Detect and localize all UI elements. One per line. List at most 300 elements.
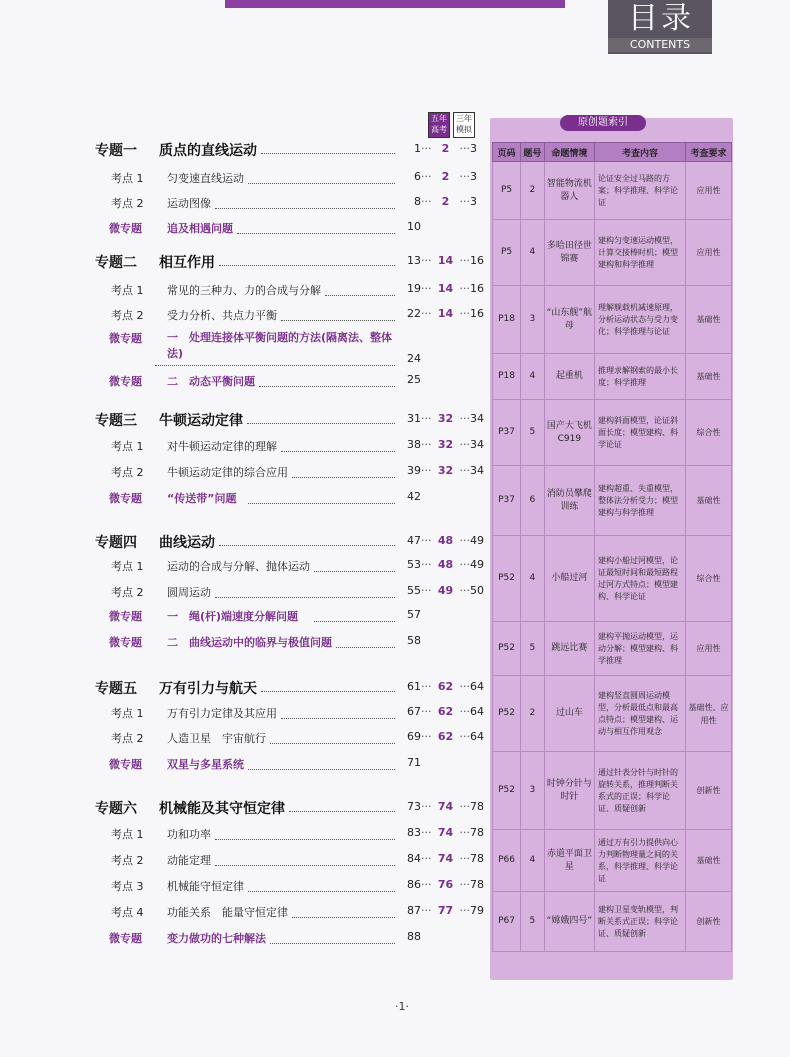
toc-page-answer: 16 <box>470 307 484 320</box>
toc-page-answer: 16 <box>470 282 484 295</box>
toc-page-separator: ··· <box>421 904 432 917</box>
toc-leader-dots <box>219 545 395 546</box>
toc-micro-label: 微专题 <box>109 375 142 388</box>
index-cell: 小船过河 <box>544 536 594 622</box>
table-of-contents <box>95 130 485 985</box>
toc-topic-row[interactable] <box>95 532 215 552</box>
toc-micro-title: 变力做功的七种解法 <box>167 932 266 945</box>
toc-topic-title: 相互作用 <box>159 255 215 271</box>
index-header-cell: 题号 <box>521 143 545 162</box>
toc-page-five-year: 10 <box>407 220 421 233</box>
toc-point-title: 运动图像 <box>167 197 211 210</box>
toc-page-numbers <box>395 680 490 693</box>
toc-page-separator: ··· <box>421 852 432 865</box>
toc-page-five-year: 55 <box>407 584 421 597</box>
toc-micro-row[interactable] <box>95 330 397 362</box>
index-cell: 时钟分针与时针 <box>544 752 594 830</box>
toc-point-row[interactable] <box>95 826 211 842</box>
toc-point-label: 考点 1 <box>111 440 144 453</box>
index-cell: P52 <box>493 752 521 830</box>
toc-page-separator: ··· <box>421 438 432 451</box>
index-cell: 跳远比赛 <box>544 622 594 676</box>
toc-micro-label: 微专题 <box>109 636 142 649</box>
index-cell: P52 <box>493 622 521 676</box>
index-cell: 建构卫星变轨模型，判断关系式正误；科学论证、质疑创新 <box>594 892 685 952</box>
toc-page-numbers <box>395 756 421 769</box>
toc-page-separator: ··· <box>459 680 470 693</box>
toc-micro-row[interactable] <box>95 490 236 506</box>
toc-micro-label: 微专题 <box>109 932 142 945</box>
toc-micro-label: 微专题 <box>109 332 142 345</box>
toc-page-three-year: 14 <box>437 307 454 320</box>
toc-page-numbers <box>395 904 490 917</box>
index-row <box>493 286 732 354</box>
toc-page-answer: 78 <box>470 852 484 865</box>
toc-point-title: 对牛顿运动定律的理解 <box>167 440 277 453</box>
index-row <box>493 400 732 466</box>
index-cell: 基础性、应用性 <box>686 676 732 752</box>
toc-page-three-year: 2 <box>441 170 450 183</box>
index-cell: P52 <box>493 676 521 752</box>
toc-page-separator: ··· <box>421 680 432 693</box>
toc-page-separator: ··· <box>459 282 470 295</box>
toc-page-three-year: 62 <box>437 680 454 693</box>
toc-page-five-year: 8 <box>414 195 421 208</box>
toc-page-five-year: 53 <box>407 558 421 571</box>
toc-page-separator: ··· <box>459 558 470 571</box>
toc-point-label: 考点 1 <box>111 284 144 297</box>
toc-page-answer: 78 <box>470 878 484 891</box>
toc-page-three-year: 77 <box>437 904 454 917</box>
toc-page-answer: 3 <box>470 170 477 183</box>
toc-page-separator: ··· <box>421 558 432 571</box>
toc-micro-title: 一 处理连接体平衡问题的方法(隔离法、整体法) <box>167 331 393 360</box>
toc-page-answer: 78 <box>470 800 484 813</box>
toc-page-separator: ··· <box>459 584 470 597</box>
index-cell: P52 <box>493 536 521 622</box>
index-cell: P37 <box>493 466 521 536</box>
toc-point-row[interactable] <box>95 558 310 574</box>
page-subtitle: CONTENTS <box>608 38 712 52</box>
toc-page-answer: 34 <box>470 464 484 477</box>
toc-page-numbers <box>395 705 490 718</box>
toc-point-title: 圆周运动 <box>167 586 211 599</box>
toc-page-separator: ··· <box>459 142 470 155</box>
index-cell: 建构超重、失重模型，整体法分析受力；模型建构与科学推理 <box>594 466 685 536</box>
toc-point-row[interactable] <box>95 195 211 211</box>
toc-page-numbers <box>395 307 490 320</box>
toc-page-three-year: 74 <box>437 826 454 839</box>
index-cell: 多哈田径世锦赛 <box>544 220 594 286</box>
toc-page-numbers <box>395 220 421 233</box>
toc-micro-title: 追及相遇问题 <box>167 222 233 235</box>
toc-page-answer: 50 <box>470 584 484 597</box>
toc-leader-dots <box>325 295 395 296</box>
toc-page-separator: ··· <box>459 307 470 320</box>
index-cell: 4 <box>521 354 545 400</box>
toc-leader-dots <box>155 365 395 366</box>
toc-page-three-year: 14 <box>437 254 454 267</box>
toc-topic-label: 专题五 <box>95 681 137 697</box>
toc-page-answer: 64 <box>470 705 484 718</box>
toc-leader-dots <box>281 451 395 452</box>
toc-point-label: 考点 2 <box>111 197 144 210</box>
toc-micro-title: 二 曲线运动中的临界与极值问题 <box>167 636 332 649</box>
toc-page-answer: 34 <box>470 438 484 451</box>
toc-leader-dots <box>219 265 395 266</box>
toc-leader-dots <box>215 839 395 840</box>
toc-leader-dots <box>248 183 395 184</box>
toc-point-label: 考点 2 <box>111 586 144 599</box>
toc-point-row[interactable] <box>95 282 321 298</box>
toc-point-row[interactable] <box>95 307 277 323</box>
toc-topic-title: 万有引力与航天 <box>159 681 257 697</box>
toc-page-numbers <box>395 195 490 208</box>
index-cell: P66 <box>493 830 521 892</box>
toc-page-numbers <box>395 584 490 597</box>
index-cell: P5 <box>493 162 521 220</box>
index-cell: 通过万有引力提供向心力判断物理量之间的关系，科学推理、科学论证 <box>594 830 685 892</box>
toc-page-separator: ··· <box>459 412 470 425</box>
toc-page-numbers <box>395 412 490 425</box>
toc-page-numbers <box>395 800 490 813</box>
toc-page-five-year: 38 <box>407 438 421 451</box>
toc-point-label: 考点 1 <box>111 172 144 185</box>
toc-page-numbers <box>395 534 490 547</box>
toc-page-three-year: 74 <box>437 852 454 865</box>
toc-page-separator: ··· <box>421 878 432 891</box>
toc-micro-label: 微专题 <box>109 492 142 505</box>
toc-point-row[interactable] <box>95 464 288 480</box>
toc-point-row[interactable] <box>95 438 277 454</box>
toc-page-five-year: 42 <box>407 490 421 503</box>
toc-page-numbers <box>395 608 421 621</box>
toc-point-title: 机械能守恒定律 <box>167 880 244 893</box>
toc-leader-dots <box>336 647 395 648</box>
toc-point-label: 考点 4 <box>111 906 144 919</box>
toc-micro-row[interactable] <box>95 930 266 946</box>
toc-micro-row[interactable] <box>95 220 233 236</box>
toc-page-separator: ··· <box>421 282 432 295</box>
toc-micro-row[interactable] <box>95 634 332 650</box>
toc-leader-dots <box>248 769 395 770</box>
toc-page-numbers <box>395 438 490 451</box>
index-row <box>493 892 732 952</box>
toc-page-answer: 34 <box>470 412 484 425</box>
toc-topic-label: 专题四 <box>95 535 137 551</box>
toc-page-separator: ··· <box>459 852 470 865</box>
toc-topic-row[interactable] <box>95 798 285 818</box>
toc-page-separator: ··· <box>421 464 432 477</box>
index-cell: P18 <box>493 354 521 400</box>
toc-leader-dots <box>289 811 395 812</box>
toc-page-three-year: 48 <box>437 558 454 571</box>
index-cell: 起重机 <box>544 354 594 400</box>
toc-page-three-year: 32 <box>437 438 454 451</box>
toc-page-numbers <box>395 878 490 891</box>
toc-page-separator: ··· <box>459 254 470 267</box>
index-cell: 4 <box>521 220 545 286</box>
page-number: ·1· <box>395 1000 409 1013</box>
toc-page-separator: ··· <box>459 800 470 813</box>
toc-point-row[interactable] <box>95 904 288 920</box>
index-cell: “山东舰”航母 <box>544 286 594 354</box>
toc-page-separator: ··· <box>421 142 432 155</box>
toc-page-three-year: 62 <box>437 730 454 743</box>
toc-page-answer: 3 <box>470 195 477 208</box>
toc-page-numbers <box>395 852 490 865</box>
index-cell: 应用性 <box>686 162 732 220</box>
toc-page-numbers <box>395 558 490 571</box>
toc-page-five-year: 73 <box>407 800 421 813</box>
index-row <box>493 354 732 400</box>
toc-leader-dots <box>281 718 395 719</box>
toc-page-separator: ··· <box>421 195 432 208</box>
toc-page-three-year: 48 <box>437 534 454 547</box>
toc-leader-dots <box>281 320 395 321</box>
index-cell: 4 <box>521 830 545 892</box>
toc-page-numbers <box>395 170 490 183</box>
toc-page-three-year: 14 <box>437 282 454 295</box>
toc-page-answer: 49 <box>470 558 484 571</box>
toc-leader-dots <box>237 233 395 234</box>
toc-point-label: 考点 1 <box>111 828 144 841</box>
index-cell: 基础性 <box>686 466 732 536</box>
toc-page-separator: ··· <box>459 438 470 451</box>
index-cell: 建构斜面模型，论证斜面长度；模型建构、科学论证 <box>594 400 685 466</box>
toc-page-numbers <box>395 142 490 155</box>
toc-leader-dots <box>248 891 395 892</box>
toc-leader-dots <box>292 477 395 478</box>
index-cell: 理解舰载机减速原理，分析运动状态与受力变化；科学推理与论证 <box>594 286 685 354</box>
toc-leader-dots <box>270 943 395 944</box>
toc-page-five-year: 83 <box>407 826 421 839</box>
index-cell: 5 <box>521 892 545 952</box>
toc-page-five-year: 31 <box>407 412 421 425</box>
toc-page-numbers <box>395 352 421 365</box>
badge-three-year: 三年模拟 <box>453 112 475 138</box>
toc-page-separator: ··· <box>421 254 432 267</box>
index-row <box>493 162 732 220</box>
index-cell: 2 <box>521 676 545 752</box>
toc-point-label: 考点 2 <box>111 466 144 479</box>
toc-topic-label: 专题六 <box>95 801 137 817</box>
toc-point-label: 考点 2 <box>111 309 144 322</box>
toc-page-separator: ··· <box>459 705 470 718</box>
toc-page-five-year: 19 <box>407 282 421 295</box>
index-cell: 建构匀变速运动模型，计算交接棒时机；模型建构和科学推理 <box>594 220 685 286</box>
toc-point-title: 常见的三种力、力的合成与分解 <box>167 284 321 297</box>
toc-page-separator: ··· <box>421 730 432 743</box>
index-cell: 创新性 <box>686 752 732 830</box>
index-row <box>493 622 732 676</box>
toc-page-answer: 3 <box>470 142 477 155</box>
toc-page-separator: ··· <box>459 826 470 839</box>
index-cell: 应用性 <box>686 220 732 286</box>
index-cell: 基础性 <box>686 286 732 354</box>
toc-page-numbers <box>395 373 421 386</box>
toc-page-separator: ··· <box>459 464 470 477</box>
toc-leader-dots <box>248 503 395 504</box>
toc-page-separator: ··· <box>459 195 470 208</box>
toc-point-row[interactable] <box>95 705 277 721</box>
toc-page-five-year: 86 <box>407 878 421 891</box>
toc-leader-dots <box>215 597 395 598</box>
index-cell: P18 <box>493 286 521 354</box>
index-row <box>493 220 732 286</box>
index-header-cell: 命题情境 <box>544 143 594 162</box>
toc-topic-row[interactable] <box>95 678 257 698</box>
index-header-cell: 考查要求 <box>686 143 732 162</box>
toc-topic-row[interactable] <box>95 140 257 160</box>
toc-page-answer: 16 <box>470 254 484 267</box>
toc-point-title: 受力分析、共点力平衡 <box>167 309 277 322</box>
toc-page-separator: ··· <box>459 170 470 183</box>
toc-topic-title: 牛顿运动定律 <box>159 413 243 429</box>
index-cell: 建构竖直圆周运动模型，分析最低点和最高点特点；模型建构、运动与相互作用观念 <box>594 676 685 752</box>
toc-page-separator: ··· <box>459 730 470 743</box>
index-cell: 消防员攀爬训练 <box>544 466 594 536</box>
toc-page-answer: 49 <box>470 534 484 547</box>
toc-point-label: 考点 2 <box>111 854 144 867</box>
toc-leader-dots <box>261 691 395 692</box>
toc-page-answer: 79 <box>470 904 484 917</box>
index-header-cell: 页码 <box>493 143 521 162</box>
toc-topic-title: 曲线运动 <box>159 535 215 551</box>
toc-page-numbers <box>395 464 490 477</box>
toc-micro-title: 双星与多星系统 <box>167 758 244 771</box>
toc-page-separator: ··· <box>421 412 432 425</box>
toc-page-three-year: 62 <box>437 705 454 718</box>
toc-leader-dots <box>215 865 395 866</box>
toc-micro-title: “传送带”问题 <box>167 492 237 505</box>
original-question-index-table <box>492 142 732 952</box>
toc-page-five-year: 84 <box>407 852 421 865</box>
toc-point-title: 功和功率 <box>167 828 211 841</box>
index-cell: 4 <box>521 536 545 622</box>
page-title: 目录 <box>628 1 694 36</box>
toc-page-three-year: 74 <box>437 800 454 813</box>
toc-page-five-year: 1 <box>414 142 421 155</box>
toc-page-separator: ··· <box>459 904 470 917</box>
toc-point-label: 考点 1 <box>111 707 144 720</box>
index-cell: 国产大飞机C919 <box>544 400 594 466</box>
badge-five-year: 五年高考 <box>428 112 450 138</box>
index-cell: 5 <box>521 622 545 676</box>
toc-page-separator: ··· <box>421 534 432 547</box>
toc-page-three-year: 32 <box>437 412 454 425</box>
index-row <box>493 676 732 752</box>
index-cell: 论证安全过马路的方案；科学推理、科学论证 <box>594 162 685 220</box>
toc-micro-label: 微专题 <box>109 222 142 235</box>
toc-page-separator: ··· <box>421 307 432 320</box>
toc-point-title: 匀变速直线运动 <box>167 172 244 185</box>
toc-page-five-year: 57 <box>407 608 421 621</box>
toc-micro-row[interactable] <box>95 373 255 389</box>
toc-topic-label: 专题一 <box>95 143 137 159</box>
toc-page-five-year: 71 <box>407 756 421 769</box>
toc-page-numbers <box>395 490 421 503</box>
toc-topic-label: 专题三 <box>95 413 137 429</box>
toc-page-three-year: 2 <box>441 195 450 208</box>
toc-leader-dots <box>259 386 395 387</box>
index-header-cell: 考查内容 <box>594 143 685 162</box>
toc-page-numbers <box>395 930 421 943</box>
index-cell: 建构小船过河模型，论证最短时间和最短路程过河方式特点；模型建构、科学论证 <box>594 536 685 622</box>
toc-topic-label: 专题二 <box>95 255 137 271</box>
toc-point-row[interactable] <box>95 852 211 868</box>
index-cell: 应用性 <box>686 622 732 676</box>
toc-point-label: 考点 2 <box>111 732 144 745</box>
toc-page-five-year: 47 <box>407 534 421 547</box>
index-cell: P37 <box>493 400 521 466</box>
toc-page-separator: ··· <box>421 584 432 597</box>
index-cell: 5 <box>521 400 545 466</box>
toc-micro-label: 微专题 <box>109 610 142 623</box>
toc-leader-dots <box>247 423 395 424</box>
index-cell: 基础性 <box>686 354 732 400</box>
toc-page-answer: 64 <box>470 680 484 693</box>
toc-page-separator: ··· <box>459 534 470 547</box>
toc-micro-row[interactable] <box>95 756 244 772</box>
toc-point-title: 功能关系 能量守恒定律 <box>167 906 288 919</box>
toc-topic-row[interactable] <box>95 252 215 272</box>
toc-page-five-year: 25 <box>407 373 421 386</box>
toc-page-five-year: 87 <box>407 904 421 917</box>
toc-topic-row[interactable] <box>95 410 243 430</box>
toc-leader-dots <box>215 208 395 209</box>
toc-page-answer: 78 <box>470 826 484 839</box>
index-row <box>493 752 732 830</box>
toc-page-five-year: 58 <box>407 634 421 647</box>
index-row <box>493 830 732 892</box>
toc-point-row[interactable] <box>95 730 266 746</box>
toc-page-five-year: 39 <box>407 464 421 477</box>
toc-leader-dots <box>270 743 395 744</box>
index-cell: 综合性 <box>686 536 732 622</box>
toc-page-five-year: 88 <box>407 930 421 943</box>
index-cell: 推理求解钢索的最小长度；科学推理 <box>594 354 685 400</box>
toc-micro-title: 二 动态平衡问题 <box>167 375 255 388</box>
index-cell: P67 <box>493 892 521 952</box>
toc-page-five-year: 67 <box>407 705 421 718</box>
toc-page-five-year: 22 <box>407 307 421 320</box>
index-cell: 3 <box>521 286 545 354</box>
index-cell: P5 <box>493 220 521 286</box>
toc-point-row[interactable] <box>95 878 244 894</box>
index-row <box>493 536 732 622</box>
toc-page-three-year: 76 <box>437 878 454 891</box>
toc-point-row[interactable] <box>95 170 244 186</box>
index-cell: 综合性 <box>686 400 732 466</box>
toc-page-numbers <box>395 254 490 267</box>
toc-page-five-year: 61 <box>407 680 421 693</box>
toc-topic-title: 质点的直线运动 <box>159 143 257 159</box>
index-cell: 智能物流机器人 <box>544 162 594 220</box>
index-title: 原创题索引 <box>560 115 646 131</box>
toc-page-five-year: 6 <box>414 170 421 183</box>
toc-page-separator: ··· <box>421 170 432 183</box>
toc-point-row[interactable] <box>95 584 211 600</box>
index-cell: 3 <box>521 752 545 830</box>
toc-page-separator: ··· <box>421 705 432 718</box>
toc-micro-row[interactable] <box>95 608 298 624</box>
top-purple-bar <box>225 0 565 8</box>
toc-leader-dots <box>261 153 395 154</box>
index-cell: 基础性 <box>686 830 732 892</box>
toc-leader-dots <box>314 571 395 572</box>
toc-point-label: 考点 3 <box>111 880 144 893</box>
